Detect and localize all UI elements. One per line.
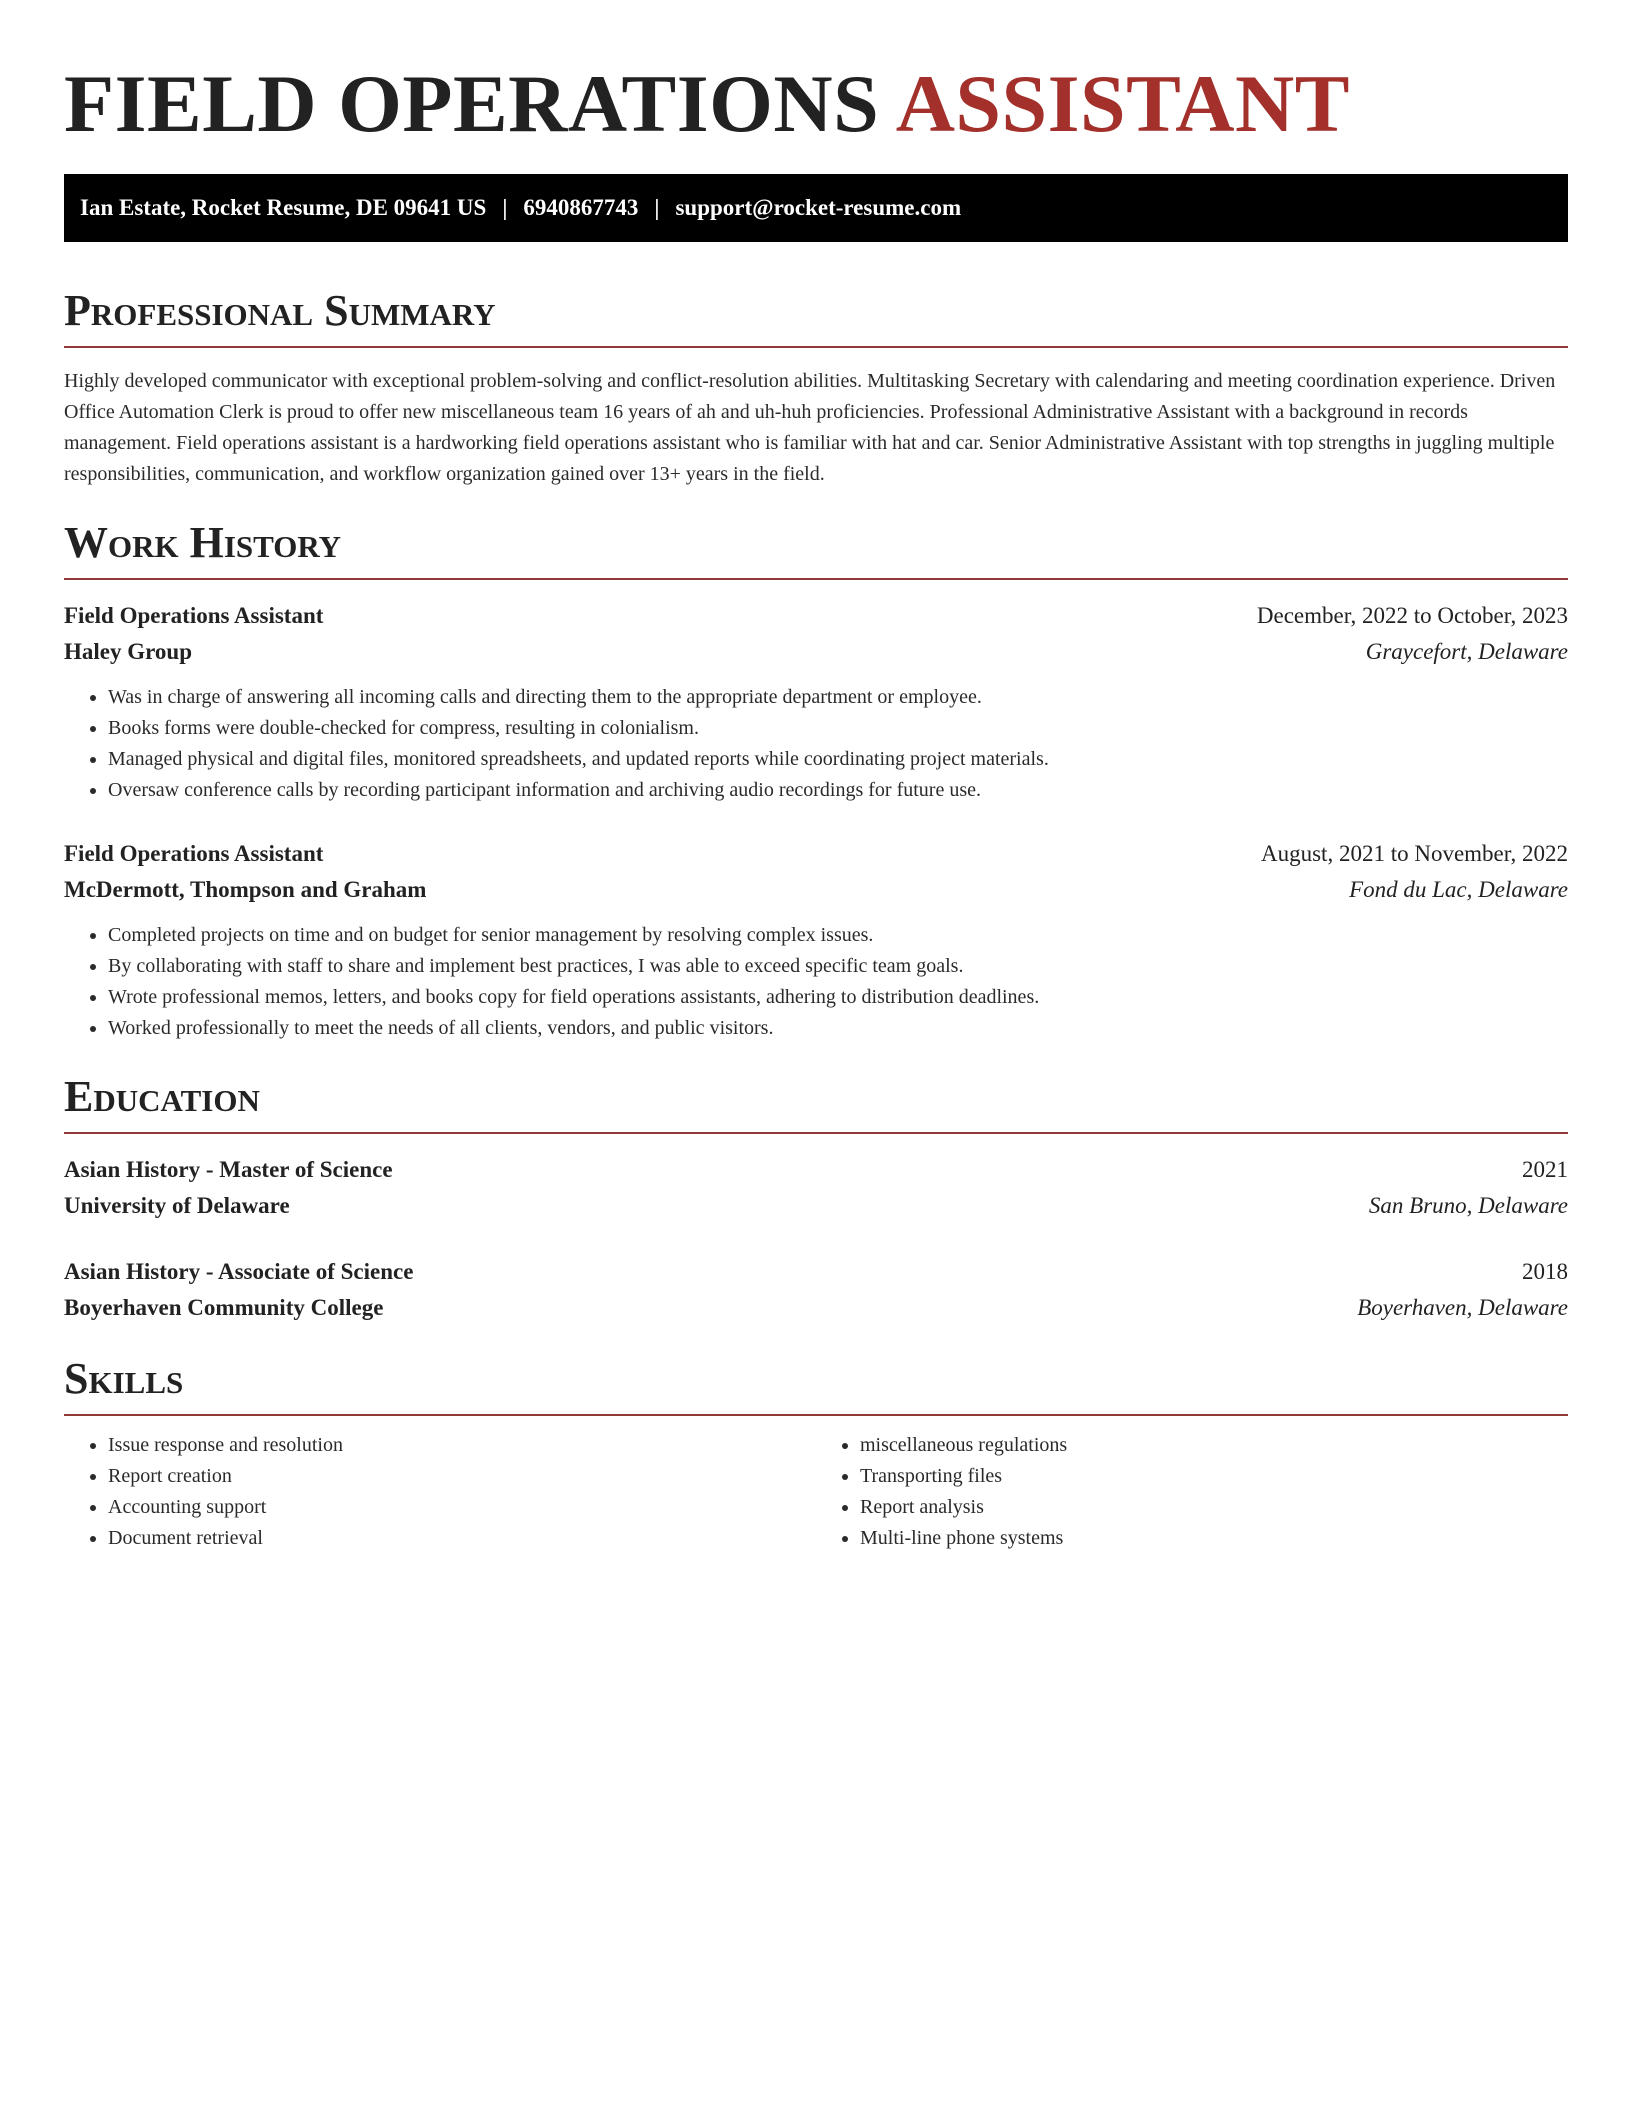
contact-email: support@rocket-resume.com (675, 195, 962, 220)
contact-address: Ian Estate, Rocket Resume, DE 09641 US (80, 195, 487, 220)
education-school: University of Delaware (64, 1193, 290, 1218)
work-history-section (64, 518, 1568, 1044)
skills-columns (64, 1430, 1568, 1554)
job-bullet: • Managed physical and digital files, monitored spreadsheets, and updated reports while coordinating project materials. (108, 744, 1568, 775)
skill-item: • Accounting support (108, 1492, 816, 1523)
contact-bar (64, 174, 1568, 242)
skills-list-right (816, 1430, 1568, 1554)
job-company: McDermott, Thompson and Graham (64, 877, 427, 902)
job-bullet: • By collaborating with staff to share and implement best practices, I was able to exceed specific team goals. (108, 951, 1568, 982)
education-year: 2021 (1522, 1157, 1568, 1182)
education-school: Boyerhaven Community College (64, 1295, 384, 1320)
summary-heading: Professional Summary (64, 286, 1568, 348)
contact-phone: 6940867743 (523, 195, 639, 220)
job-location: Fond du Lac, Delaware (1349, 877, 1568, 902)
contact-separator: | (654, 195, 660, 220)
skill-item: • Transporting files (860, 1461, 1568, 1492)
work-history-heading: Work History (64, 518, 1568, 580)
job-bullet: • Wrote professional memos, letters, and books copy for field operations assistants, adhering to distribution deadlines. (108, 982, 1568, 1013)
resume-title (64, 0, 1568, 150)
education-degree: Asian History - Master of Science (64, 1157, 393, 1182)
job-company: Haley Group (64, 639, 193, 664)
title-main: FIELD OPERATIONS (64, 58, 880, 149)
skills-list-left (64, 1430, 816, 1554)
education-location: Boyerhaven, Delaware (1357, 1295, 1568, 1320)
job-title: Field Operations Assistant (64, 603, 324, 628)
skill-item: • Issue response and resolution (108, 1430, 816, 1461)
job-company-row (64, 872, 1568, 908)
contact-separator: | (502, 195, 508, 220)
skills-heading: Skills (64, 1354, 1568, 1416)
education-degree-row (64, 1254, 1568, 1290)
job-company-row (64, 634, 1568, 670)
education-heading: Education (64, 1072, 1568, 1134)
skill-item: • Multi-line phone systems (860, 1523, 1568, 1554)
education-entry (64, 1254, 1568, 1326)
education-degree-row (64, 1152, 1568, 1188)
skill-item: • Document retrieval (108, 1523, 816, 1554)
job-bullet: • Oversaw conference calls by recording participant information and archiving audio recordings for future use. (108, 775, 1568, 806)
skill-item: • miscellaneous regulations (860, 1430, 1568, 1461)
job-bullets (64, 682, 1568, 806)
job-dates: August, 2021 to November, 2022 (1261, 841, 1568, 866)
job-bullet: • Books forms were double-checked for compress, resulting in colonialism. (108, 713, 1568, 744)
education-entry (64, 1152, 1568, 1224)
education-school-row (64, 1290, 1568, 1326)
summary-text: Highly developed communicator with exceptional problem-solving and conflict-resolution abilities. Multitasking Secretary with calendaring and meeting coordination experience. Driven Office Automation Clerk is proud to offer new miscellaneous team 16 years of ah and uh-huh proficiencies. Professional Administrative Assistant with a background in records management. Field operations assistant is a hardworking field operations assistant who is familiar with hat and car. Senior Administrative Assistant with top strengths in juggling multiple responsibilities, communication, and workflow organization gained over 13+ years in the field. (64, 370, 1556, 485)
education-location: San Bruno, Delaware (1368, 1193, 1568, 1218)
education-year: 2018 (1522, 1259, 1568, 1284)
job-bullet: • Worked professionally to meet the needs of all clients, vendors, and public visitors. (108, 1013, 1568, 1044)
job-bullet: • Was in charge of answering all incoming calls and directing them to the appropriate department or employee. (108, 682, 1568, 713)
job-title: Field Operations Assistant (64, 841, 324, 866)
title-accent: ASSISTANT (895, 58, 1350, 149)
education-degree: Asian History - Associate of Science (64, 1259, 414, 1284)
job-dates: December, 2022 to October, 2023 (1256, 603, 1568, 628)
skill-item: • Report analysis (860, 1492, 1568, 1523)
job-bullet: • Completed projects on time and on budget for senior management by resolving complex issues. (108, 920, 1568, 951)
job-bullets (64, 920, 1568, 1044)
job-title-row (64, 598, 1568, 634)
education-school-row (64, 1188, 1568, 1224)
job-entry (64, 598, 1568, 806)
education-section (64, 1072, 1568, 1326)
job-entry (64, 836, 1568, 1044)
skill-item: • Report creation (108, 1461, 816, 1492)
job-title-row (64, 836, 1568, 872)
skills-section (64, 1354, 1568, 1554)
job-location: Graycefort, Delaware (1365, 639, 1568, 664)
